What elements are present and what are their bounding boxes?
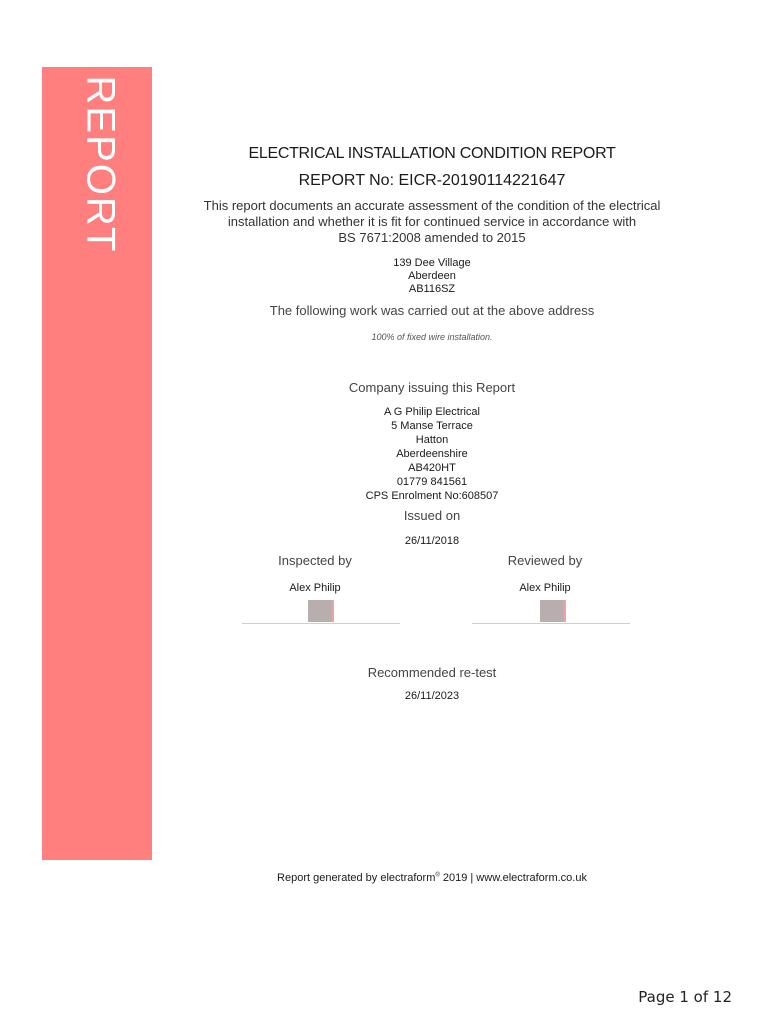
footer-credit bbox=[152, 872, 712, 884]
description-line-2: installation and whether it is fit for continued service in accordance with bbox=[227, 214, 637, 229]
reviewed-block bbox=[445, 553, 645, 594]
report-description bbox=[152, 198, 712, 246]
issued-label: Issued on bbox=[403, 508, 461, 523]
description-standard: BS 7671:2008 amended to 2015 bbox=[338, 230, 526, 245]
company-line: AB420HT bbox=[408, 462, 456, 474]
work-label: The following work was carried out at the above address bbox=[269, 303, 595, 318]
inspector-signature bbox=[308, 600, 334, 622]
installation-address bbox=[152, 257, 712, 296]
inspected-name: Alex Philip bbox=[289, 582, 341, 594]
address-line: 139 Dee Village bbox=[393, 257, 471, 269]
company-line: A G Philip Electrical bbox=[384, 406, 480, 418]
reviewer-signature bbox=[540, 600, 566, 622]
description-line-1: This report documents an accurate assessment of the condition of the electrical bbox=[203, 198, 661, 213]
company-details bbox=[152, 405, 712, 503]
retest-label: Recommended re-test bbox=[367, 665, 497, 680]
reviewed-label: Reviewed by bbox=[507, 553, 583, 568]
inspected-label: Inspected by bbox=[278, 553, 352, 568]
address-line: AB116SZ bbox=[408, 283, 456, 295]
company-line: 01779 841561 bbox=[396, 476, 468, 488]
footer-mark: ® bbox=[435, 872, 440, 879]
address-line: Aberdeen bbox=[408, 270, 456, 282]
inspected-block bbox=[215, 553, 415, 594]
issued-date: 26/11/2018 bbox=[404, 535, 460, 547]
inspector-signature-line bbox=[242, 623, 400, 624]
company-line: Hatton bbox=[415, 434, 449, 446]
sidebar-label-wrap bbox=[60, 75, 140, 254]
footer-prefix: Report generated by electraform bbox=[277, 872, 436, 884]
report-title: ELECTRICAL INSTALLATION CONDITION REPORT bbox=[248, 145, 616, 162]
report-number: REPORT No: EICR-20190114221647 bbox=[298, 172, 566, 189]
sidebar-label: REPORT bbox=[78, 75, 123, 254]
reviewer-signature-line bbox=[472, 623, 630, 624]
company-line: 5 Manse Terrace bbox=[391, 420, 473, 432]
work-detail: 100% of fixed wire installation. bbox=[371, 332, 493, 342]
page-number: Page 1 of 12 bbox=[638, 988, 732, 1006]
company-label: Company issuing this Report bbox=[348, 380, 516, 395]
footer-suffix: 2019 | www.electraform.co.uk bbox=[439, 872, 587, 884]
company-line: CPS Enrolment No:608507 bbox=[365, 490, 499, 502]
company-line: Aberdeenshire bbox=[396, 448, 468, 460]
retest-date: 26/11/2023 bbox=[404, 690, 460, 702]
reviewed-name: Alex Philip bbox=[519, 582, 571, 594]
